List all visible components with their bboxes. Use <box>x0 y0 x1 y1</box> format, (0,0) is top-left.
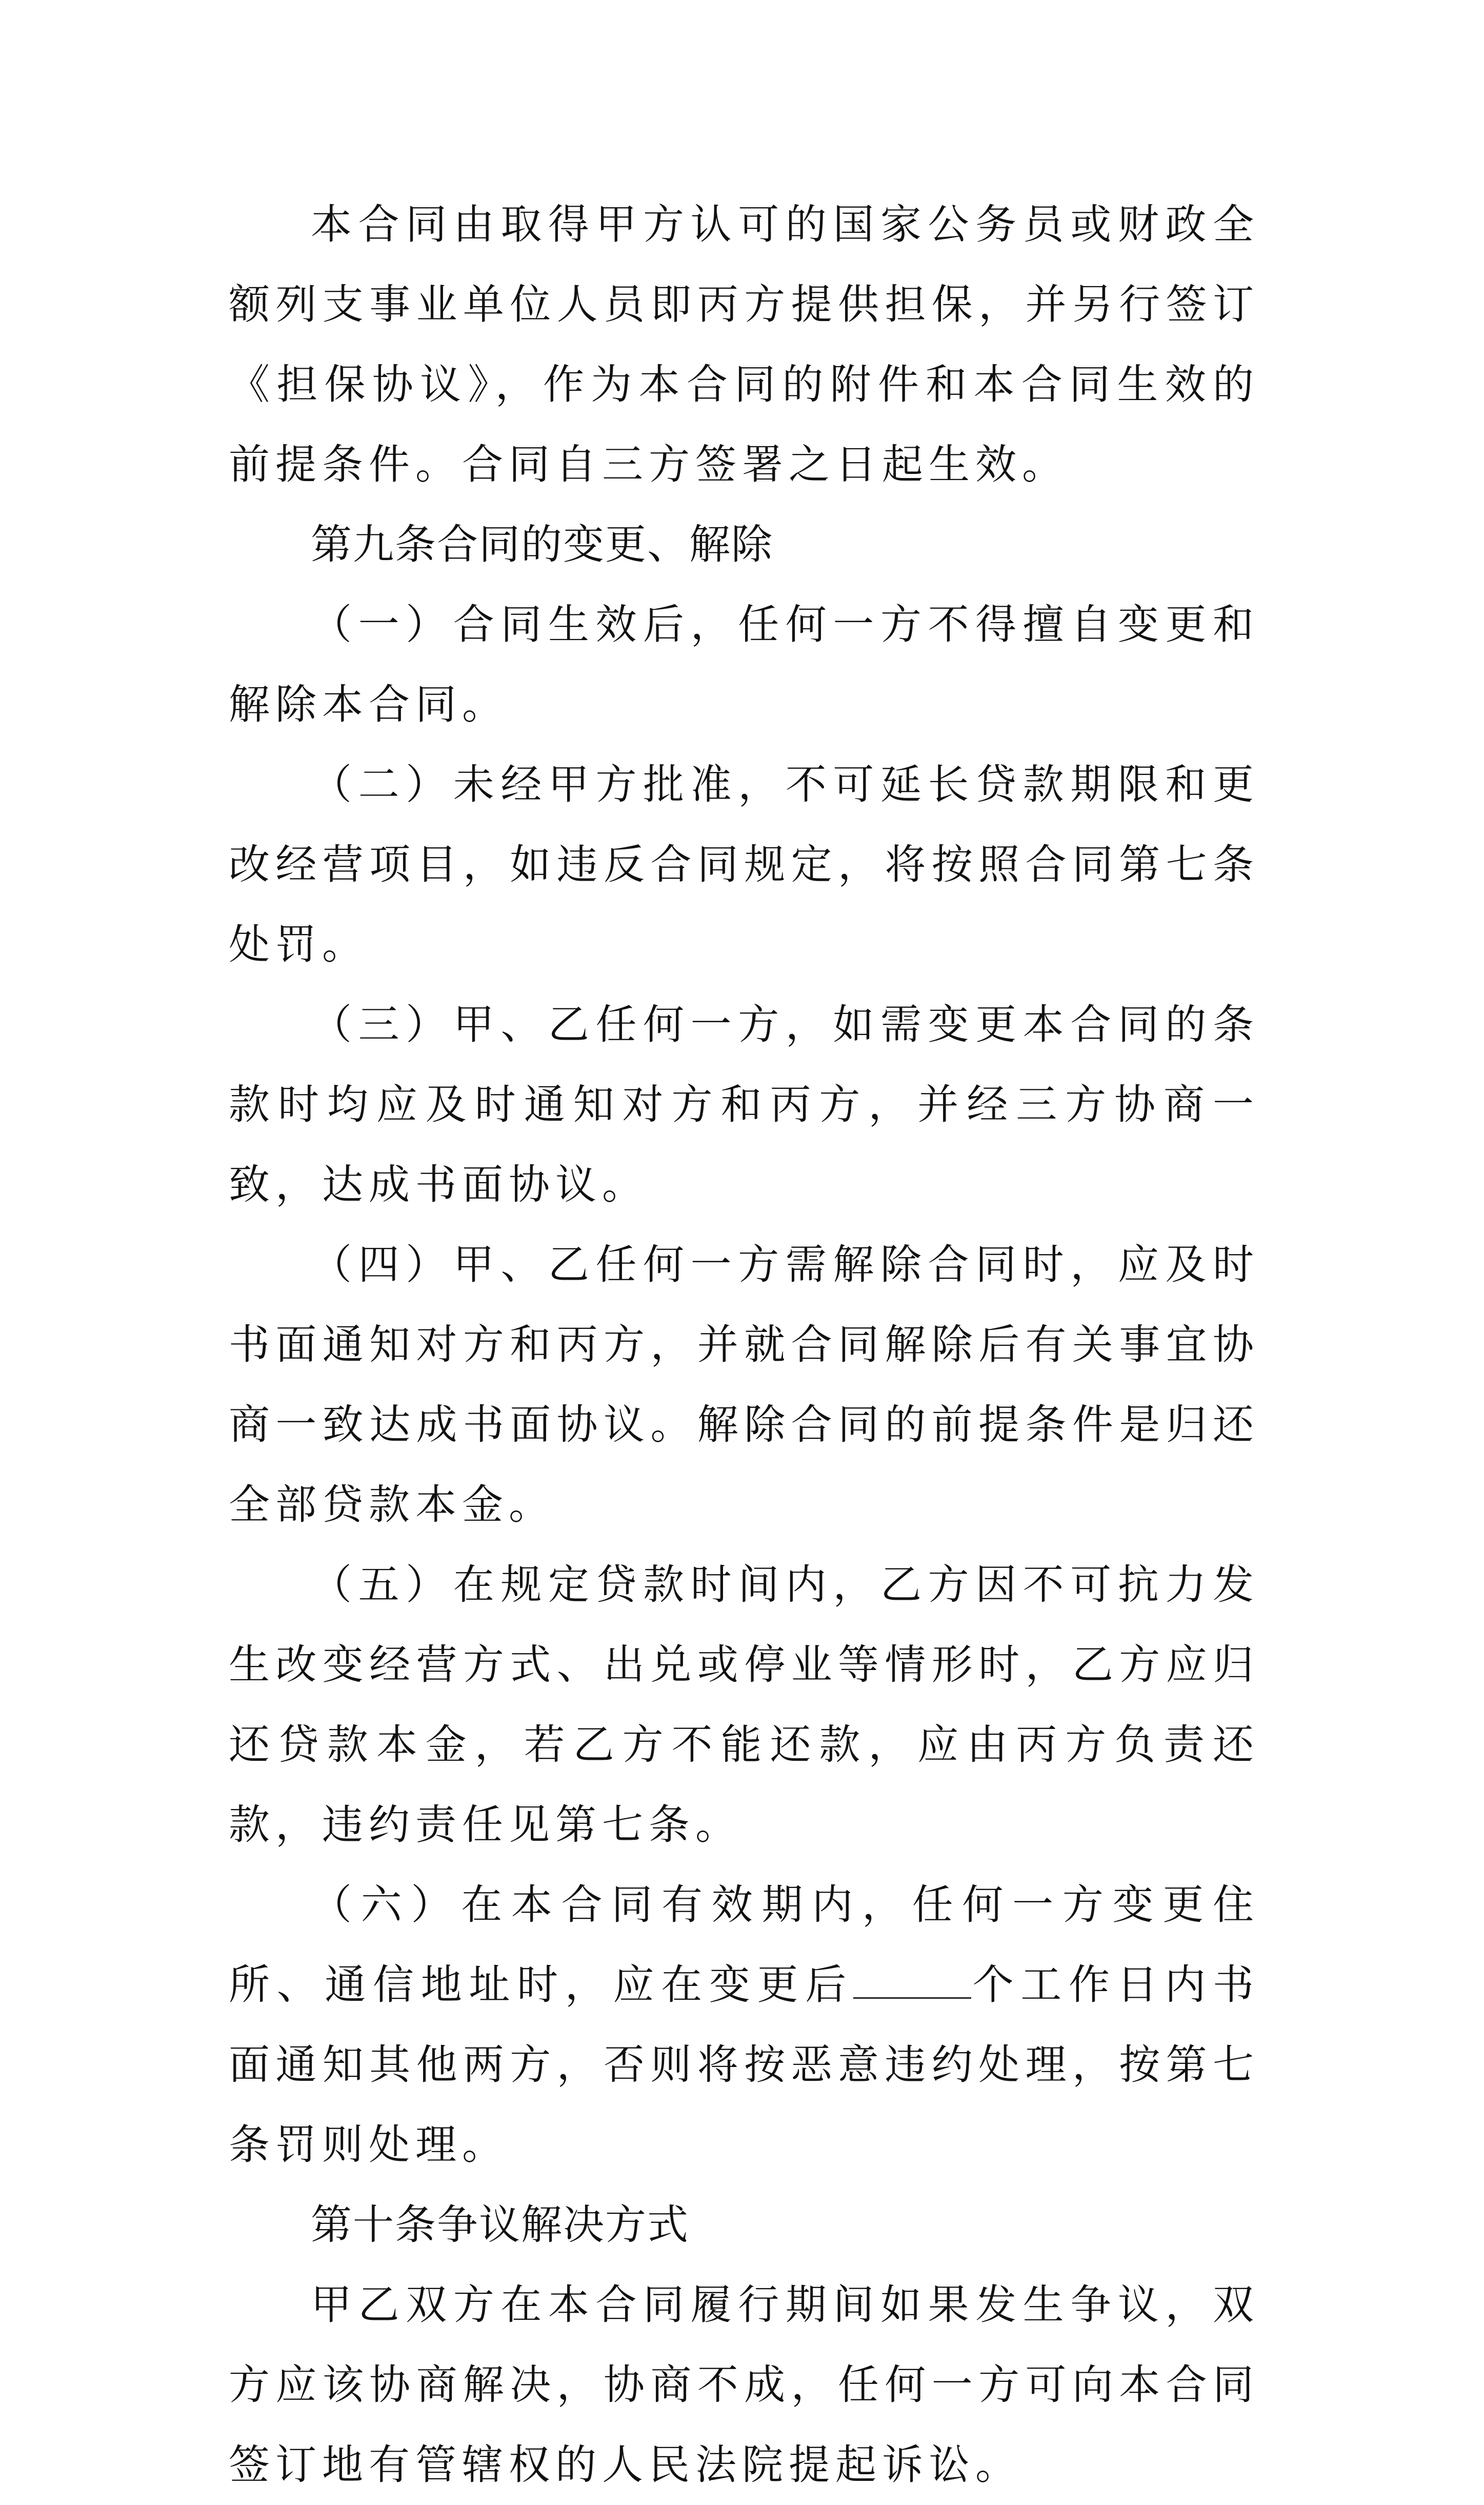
paragraph-clause-4: （四）甲、乙任何一方需解除合同时，应及时书面通知对方和丙方，并就合同解除后有关事宜协商一致达成书面协议。解除合同的前提条件是归还全部贷款本金。 <box>229 1241 1259 1528</box>
paragraph-guarantee: 本合同由取得甲方认可的国家公务员或财政全额列支事业单位人员即丙方提供担保，并另行签订《担保协议》，作为本合同的附件和本合同生效的前提条件。合同自三方签署之日起生效。 <box>229 201 1259 488</box>
heading-article-10: 第十条争议解决方式 <box>311 2201 689 2249</box>
clause-6-after-blank: 个工作日内书面通知其他两方，否则将按恶意违约处理，按第七条罚则处理。 <box>229 1961 1260 2169</box>
paragraph-clause-5: （五）在规定贷款时间内，乙方因不可抗力发生改变经营方式、出兑或停业等情形时，乙方应归还贷款本金，若乙方不能还款，应由丙方负责还款，违约责任见第七条。 <box>229 1561 1259 1848</box>
fill-in-blank[interactable] <box>853 1961 971 1999</box>
paragraph-clause-2: （二）未经甲方批准，不可延长贷款期限和更改经营项目，如违反合同规定，将按照合同第七条处罚。 <box>229 761 1259 968</box>
clause-6-before-blank: （六）在本合同有效期内，任何一方变更住所、通信地址时，应在变更后 <box>229 1881 1259 2009</box>
document-body <box>229 185 1259 2505</box>
paragraph-clause-3: （三）甲、乙任何一方，如需变更本合同的条款时均应及时通知对方和丙方，并经三方协商一致，达成书面协议。 <box>229 1001 1259 1208</box>
paragraph-clause-6 <box>229 1865 1259 2185</box>
paragraph-dispute: 甲乙双方在本合同履行期间如果发生争议，双方应该协商解决，协商不成，任何一方可向本合同签订地有管辖权的人民法院提起诉讼。 <box>229 2281 1259 2489</box>
paragraph-clause-1: （一）合同生效后，任何一方不得擅自变更和解除本合同。 <box>229 601 1259 728</box>
heading-article-9: 第九条合同的变更、解除 <box>311 521 773 568</box>
